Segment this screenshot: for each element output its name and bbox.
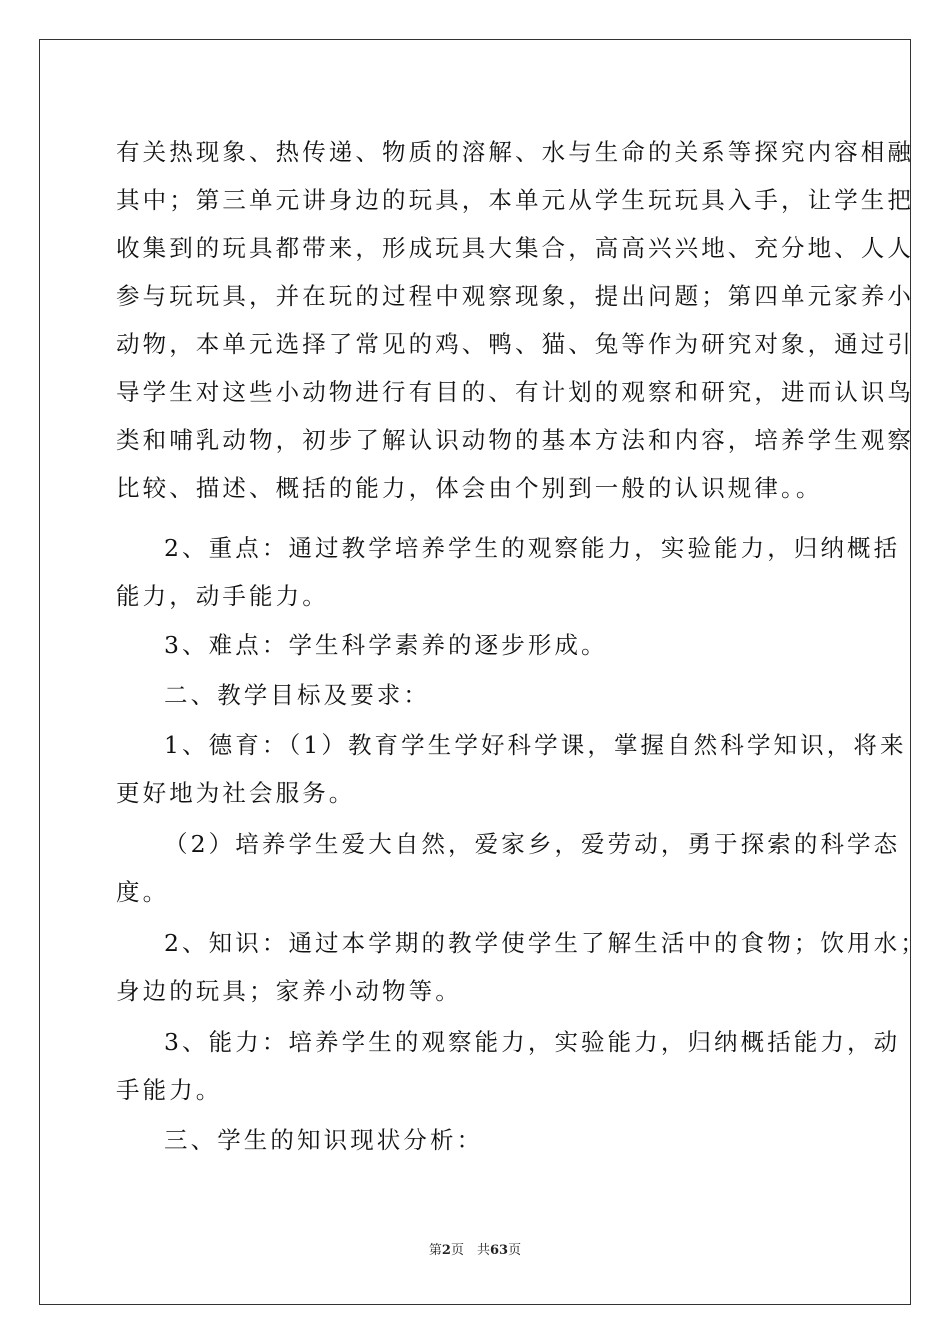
text-line: 更好地为社会服务。 <box>116 779 356 807</box>
text-line: 有关热现象、热传递、物质的溶解、水与生命的关系等探究内容相融 <box>116 138 914 166</box>
section-heading-goals: 二、教学目标及要求： <box>164 681 430 709</box>
text-line: 收集到的玩具都带来，形成玩具大集合，高高兴兴地、充分地、人人 <box>116 234 914 262</box>
text-line: 参与玩玩具，并在玩的过程中观察现象，提出问题；第四单元家养小 <box>116 282 914 310</box>
footer-middle: 页 共 <box>450 1243 490 1258</box>
text-line: 比较、描述、概括的能力，体会由个别到一般的认识规律。。 <box>116 474 823 502</box>
page-number-footer <box>0 1242 950 1260</box>
current-page-number: 2 <box>441 1243 451 1258</box>
text-line: 动物，本单元选择了常见的鸡、鸭、猫、兔等作为研究对象，通过引 <box>116 330 914 358</box>
paragraph-difficult-point: 3、难点：学生科学素养的逐步形成。 <box>164 631 608 659</box>
paragraph-ability: 3、能力：培养学生的观察能力，实验能力，归纳概括能力，动 <box>164 1028 901 1056</box>
text-line: 导学生对这些小动物进行有目的、有计划的观察和研究，进而认识鸟 <box>116 378 914 406</box>
section-heading-student-analysis: 三、学生的知识现状分析： <box>164 1126 484 1154</box>
text-line: 手能力。 <box>116 1076 223 1104</box>
paragraph-knowledge: 2、知识：通过本学期的教学使学生了解生活中的食物；饮用水； <box>164 929 927 957</box>
text-line: 类和哺乳动物，初步了解认识动物的基本方法和内容，培养学生观察 <box>116 426 914 454</box>
footer-suffix: 页 <box>508 1243 522 1258</box>
paragraph-moral-education: 1、德育：（1）教育学生学好科学课，掌握自然科学知识，将来 <box>164 731 907 759</box>
text-line: 能力，动手能力。 <box>116 582 329 610</box>
text-line: 身边的玩具；家养小动物等。 <box>116 977 462 1005</box>
footer-prefix: 第 <box>428 1243 442 1258</box>
text-line: 度。 <box>116 878 170 906</box>
text-line: 其中；第三单元讲身边的玩具，本单元从学生玩玩具入手，让学生把 <box>116 186 914 214</box>
paragraph-key-point: 2、重点：通过教学培养学生的观察能力，实验能力，归纳概括 <box>164 534 901 562</box>
total-page-count: 63 <box>489 1243 509 1258</box>
paragraph-moral-item-2: （2）培养学生爱大自然，爱家乡，爱劳动，勇于探索的科学态 <box>164 830 901 858</box>
